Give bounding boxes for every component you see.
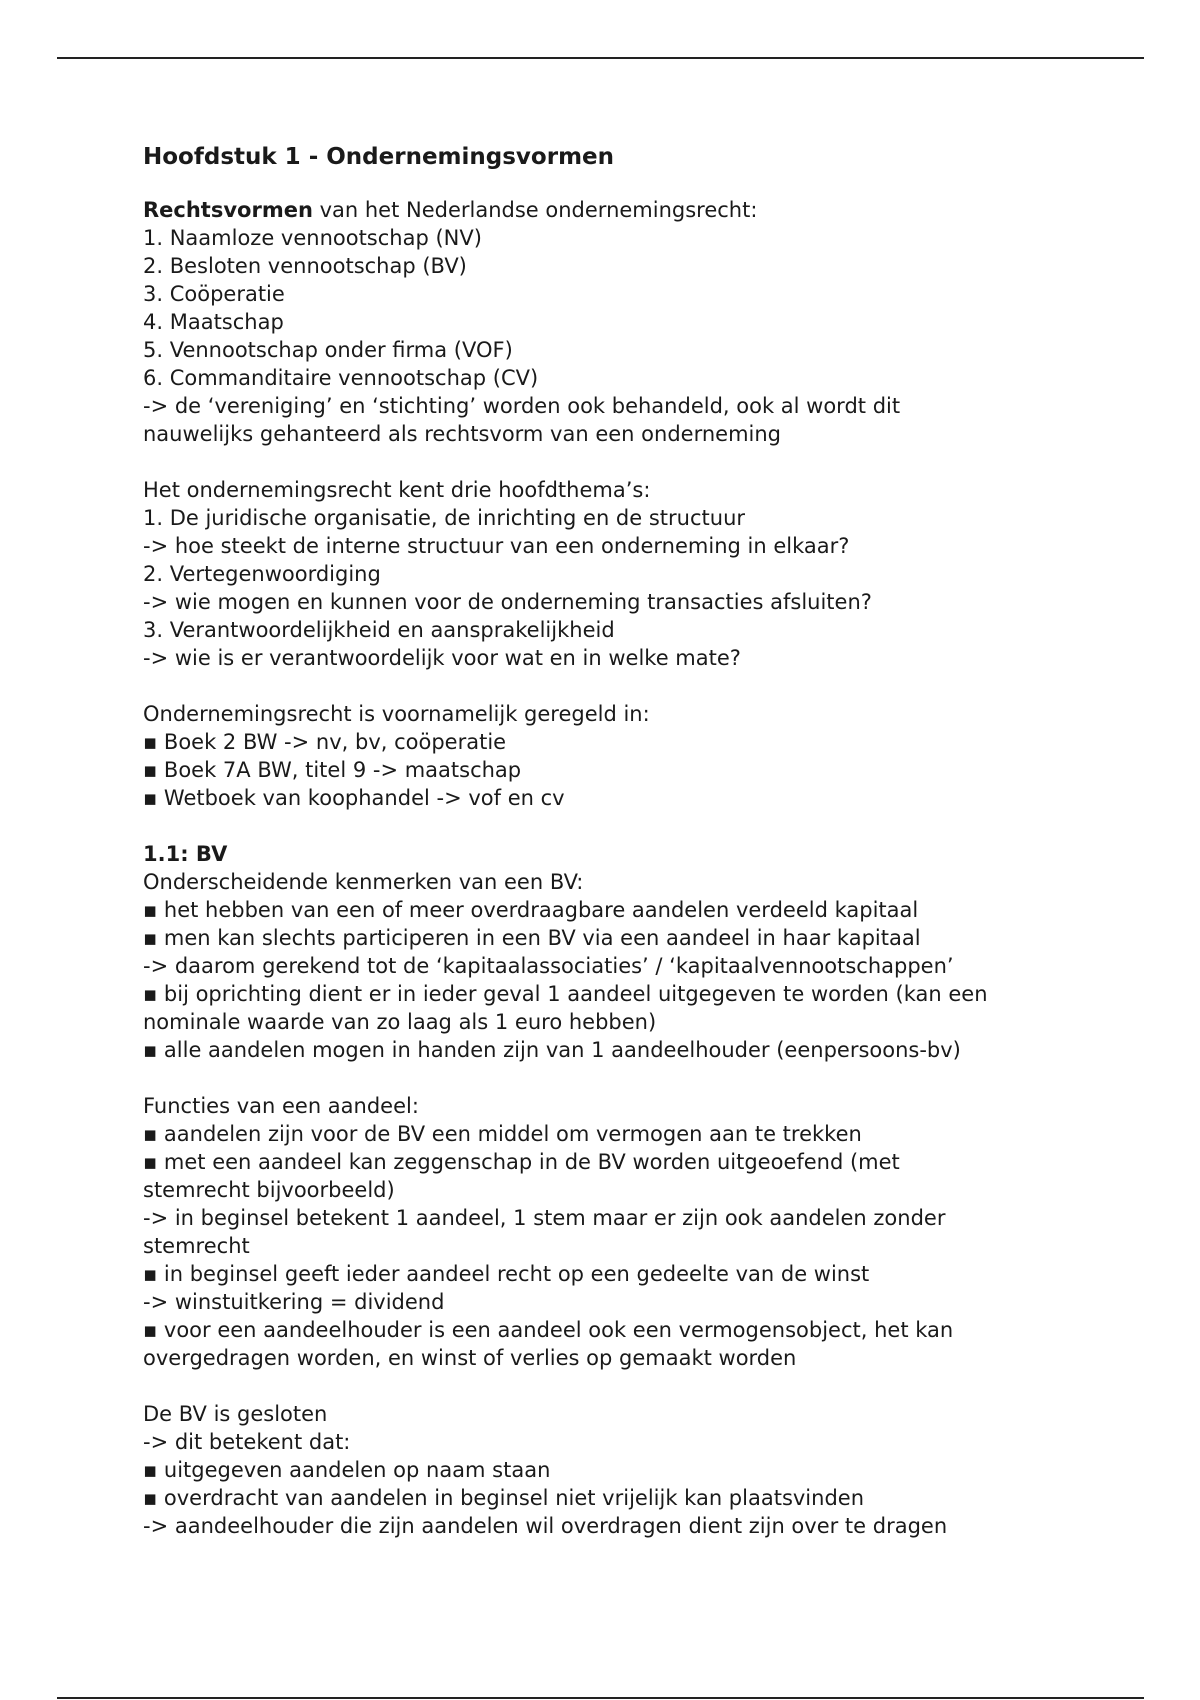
section-heading-bv: 1.1: BV bbox=[143, 842, 228, 866]
section-bv bbox=[143, 840, 1083, 1064]
list-item: 4. Maatschap bbox=[143, 310, 284, 334]
list-item: -> in beginsel betekent 1 aandeel, 1 stem maar er zijn ook aandelen zonder stemrecht bbox=[143, 1206, 946, 1258]
list-item: ▪ bij oprichting dient er in ieder geval 1 aandeel uitgegeven te worden (kan een nominale waarde van zo laag als 1 euro hebben) bbox=[143, 982, 988, 1034]
list-item: ▪ in beginsel geeft ieder aandeel recht op een gedeelte van de winst bbox=[143, 1262, 870, 1286]
list-item: ▪ uitgegeven aandelen op naam staan bbox=[143, 1458, 551, 1482]
geregeld-intro: Ondernemingsrecht is voornamelijk geregeld in: bbox=[143, 702, 650, 726]
list-item: ▪ men kan slechts participeren in een BV via een aandeel in haar kapitaal bbox=[143, 926, 921, 950]
list-item: 2. Vertegenwoordiging bbox=[143, 562, 381, 586]
list-item: -> winstuitkering = dividend bbox=[143, 1290, 445, 1314]
list-item: 3. Coöperatie bbox=[143, 282, 285, 306]
bv-intro: Onderscheidende kenmerken van een BV: bbox=[143, 870, 584, 894]
top-divider bbox=[57, 57, 1144, 59]
chapter-title: Hoofdstuk 1 - Ondernemingsvormen bbox=[143, 144, 615, 170]
gesloten-intro: De BV is gesloten bbox=[143, 1402, 328, 1426]
rechtsvormen-note: -> de ‘vereniging’ en ‘stichting’ worden ook behandeld, ook al wordt dit nauwelijks gehanteerd als rechtsvorm van een onderneming bbox=[143, 394, 901, 446]
list-item: -> aandeelhouder die zijn aandelen wil overdragen dient zijn over te dragen bbox=[143, 1514, 948, 1538]
list-item: ▪ overdracht van aandelen in beginsel niet vrijelijk kan plaatsvinden bbox=[143, 1486, 865, 1510]
rechtsvormen-bold: Rechtsvormen bbox=[143, 198, 313, 222]
hoofdthemas-intro: Het ondernemingsrecht kent drie hoofdthema’s: bbox=[143, 478, 651, 502]
list-item: 2. Besloten vennootschap (BV) bbox=[143, 254, 467, 278]
list-item: -> hoe steekt de interne structuur van een onderneming in elkaar? bbox=[143, 534, 850, 558]
list-item: -> daarom gerekend tot de ‘kapitaalassociaties’ / ‘kapitaalvennootschappen’ bbox=[143, 954, 954, 978]
functies-intro: Functies van een aandeel: bbox=[143, 1094, 419, 1118]
bottom-divider bbox=[57, 1697, 1144, 1699]
section-hoofdthemas bbox=[143, 476, 1083, 672]
list-item: ▪ Boek 7A BW, titel 9 -> maatschap bbox=[143, 758, 522, 782]
rechtsvormen-intro bbox=[143, 196, 1083, 224]
list-item: ▪ het hebben van een of meer overdraagbare aandelen verdeeld kapitaal bbox=[143, 898, 919, 922]
list-item: 3. Verantwoordelijkheid en aansprakelijkheid bbox=[143, 618, 615, 642]
list-item: 6. Commanditaire vennootschap (CV) bbox=[143, 366, 539, 390]
section-gesloten bbox=[143, 1400, 1083, 1540]
section-geregeld bbox=[143, 700, 1083, 812]
list-item: 1. Naamloze vennootschap (NV) bbox=[143, 226, 482, 250]
list-item: -> wie is er verantwoordelijk voor wat en in welke mate? bbox=[143, 646, 741, 670]
list-item: -> dit betekent dat: bbox=[143, 1430, 351, 1454]
list-item: ▪ voor een aandeelhouder is een aandeel ook een vermogensobject, het kan overgedragen worden, en winst of verlies op gemaakt worden bbox=[143, 1318, 954, 1370]
list-item: -> wie mogen en kunnen voor de onderneming transacties afsluiten? bbox=[143, 590, 872, 614]
list-item: 1. De juridische organisatie, de inrichting en de structuur bbox=[143, 506, 746, 530]
list-item: ▪ Wetboek van koophandel -> vof en cv bbox=[143, 786, 565, 810]
list-item: ▪ aandelen zijn voor de BV een middel om vermogen aan te trekken bbox=[143, 1122, 862, 1146]
document-body bbox=[143, 142, 1083, 1540]
list-item: 5. Vennootschap onder firma (VOF) bbox=[143, 338, 513, 362]
list-item: ▪ alle aandelen mogen in handen zijn van 1 aandeelhouder (eenpersoons-bv) bbox=[143, 1038, 961, 1062]
section-functies bbox=[143, 1092, 1083, 1372]
list-item: ▪ met een aandeel kan zeggenschap in de BV worden uitgeoefend (met stemrecht bijvoorbeeld) bbox=[143, 1150, 900, 1202]
rechtsvormen-intro-text: van het Nederlandse ondernemingsrecht: bbox=[312, 198, 758, 222]
section-rechtsvormen bbox=[143, 196, 1083, 448]
list-item: ▪ Boek 2 BW -> nv, bv, coöperatie bbox=[143, 730, 507, 754]
